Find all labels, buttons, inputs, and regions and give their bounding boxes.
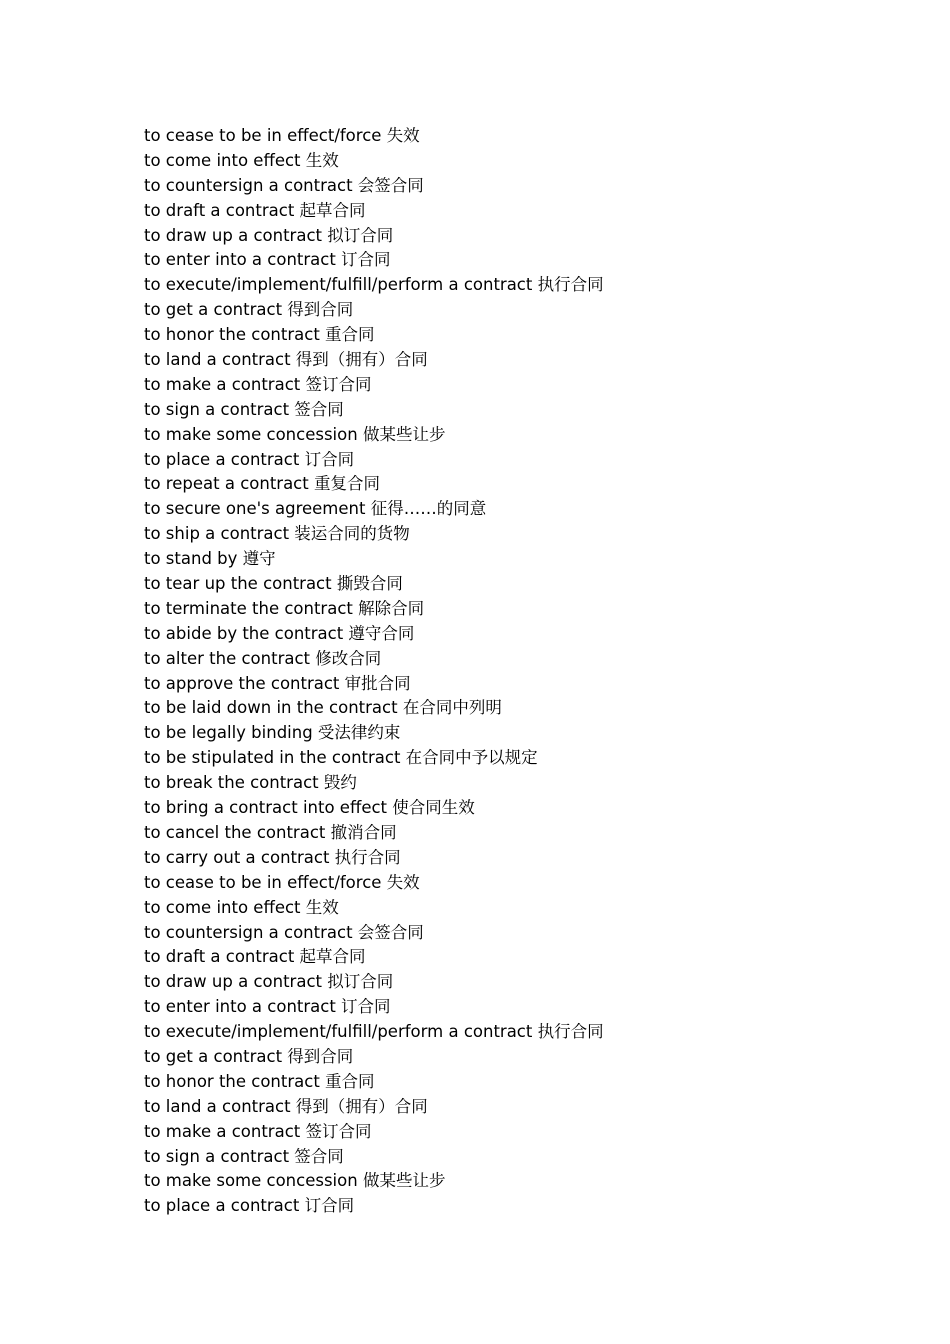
phrase-line: to honor the contract 重合同 [144,325,375,345]
phrase-line: to get a contract 得到合同 [144,300,354,320]
phrase-list [144,124,604,1219]
phrase-line: to break the contract 毁约 [144,773,357,793]
phrase-line: to come into effect 生效 [144,150,339,170]
phrase-line: to draft a contract 起草合同 [144,947,366,967]
phrase-line: to sign a contract 签合同 [144,399,344,419]
phrase-line: to land a contract 得到（拥有）合同 [144,1096,428,1116]
phrase-line: to come into effect 生效 [144,897,339,917]
phrase-line: to ship a contract 装运合同的货物 [144,524,410,544]
phrase-line: to execute/implement/fulfill/perform a contract 执行合同 [144,275,604,295]
phrase-line: to cease to be in effect/force 失效 [144,872,420,892]
phrase-line: to make a contract 签订合同 [144,1121,372,1141]
phrase-line: to abide by the contract 遵守合同 [144,623,415,643]
phrase-line: to approve the contract 审批合同 [144,673,411,693]
phrase-line: to enter into a contract 订合同 [144,997,391,1017]
phrase-line: to draft a contract 起草合同 [144,200,366,220]
phrase-line: to secure one's agreement 征得……的同意 [144,499,487,519]
phrase-line: to alter the contract 修改合同 [144,648,382,668]
phrase-line: to honor the contract 重合同 [144,1071,375,1091]
phrase-line: to cease to be in effect/force 失效 [144,126,420,145]
phrase-line: to countersign a contract 会签合同 [144,175,424,195]
phrase-line: to terminate the contract 解除合同 [144,598,425,618]
phrase-line: to make a contract 签订合同 [144,374,372,394]
phrase-line: to be stipulated in the contract 在合同中予以规定 [144,748,538,768]
phrase-line: to countersign a contract 会签合同 [144,922,424,942]
phrase-line: to enter into a contract 订合同 [144,250,391,270]
phrase-line: to execute/implement/fulfill/perform a contract 执行合同 [144,1022,604,1042]
phrase-line: to be legally binding 受法律约束 [144,723,401,743]
phrase-line: to bring a contract into effect 使合同生效 [144,798,475,818]
phrase-line: to tear up the contract 撕毁合同 [144,574,403,594]
phrase-line: to draw up a contract 拟订合同 [144,225,394,245]
phrase-line: to repeat a contract 重复合同 [144,474,380,494]
phrase-line: to place a contract 订合同 [144,1196,355,1216]
phrase-line: to make some concession 做某些让步 [144,424,446,444]
phrase-line: to get a contract 得到合同 [144,1046,354,1066]
phrase-line: to carry out a contract 执行合同 [144,847,401,867]
phrase-line: to land a contract 得到（拥有）合同 [144,350,428,370]
phrase-line: to be laid down in the contract 在合同中列明 [144,698,502,718]
phrase-line: to sign a contract 签合同 [144,1146,344,1166]
phrase-line: to place a contract 订合同 [144,449,355,469]
phrase-line: to cancel the contract 撤消合同 [144,822,397,842]
phrase-line: to make some concession 做某些让步 [144,1171,446,1191]
phrase-line: to stand by 遵守 [144,549,276,569]
phrase-line: to draw up a contract 拟订合同 [144,972,394,992]
